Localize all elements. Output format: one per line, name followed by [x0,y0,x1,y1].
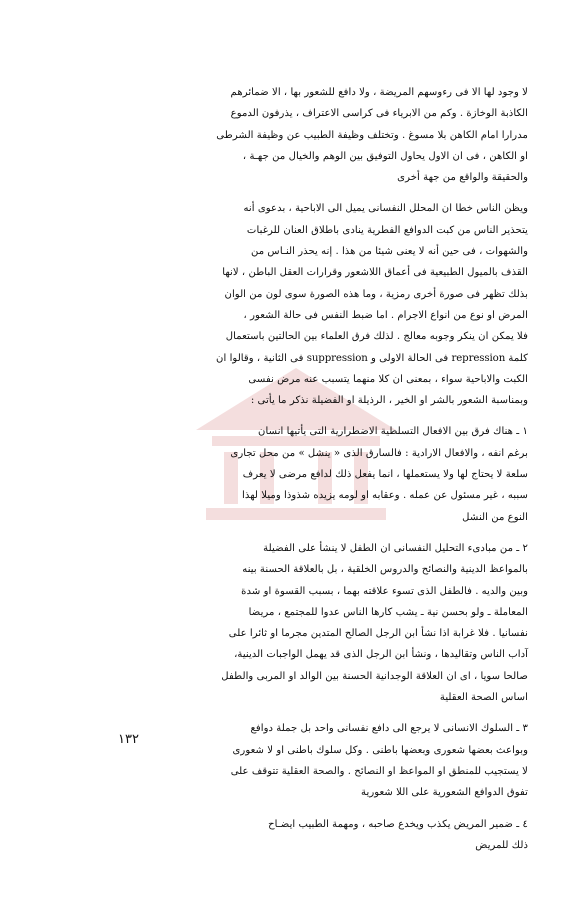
paragraph-line: وبواعث بعضها شعورى وبعضها باطنى . وكل سلوك باطنى او لا شعورى [232,744,528,756]
paragraph-line: ٢ ـ من مبادىء التحليل النفسانى ان الطفل لا ينشأ على الفضيلة [263,542,528,554]
paragraph-line: الكاذبة الوخازة . وكم من الابرياء فى كراسى الاعتراف ، يذرفون الدموع [230,108,528,120]
paragraph-line: مدرارا امام الكاهن بلا مسوغ . وتختلف وظيفة الطبيب عن وظيفة الشرطى [216,129,528,141]
paragraph-line: صالحا سويا ، اى ان العلاقة الوجدانية الحسنة بين الوالد او المربى والطفل [221,670,528,682]
paragraph-line: والشهوات ، فى حين أنه لا يعنى شيئا من هذا . إنه يحذر النـاس من [250,246,528,258]
paragraph-line: المرض او نوع من انواع الاجرام . اما ضبط النفس فى حالة الشعور ، [243,309,528,321]
paragraph-line: او الكاهن ، فى ان الاول يحاول التوفيق بين الوهم والخيال من جهـة ، [242,150,528,162]
paragraph-line: ٤ ـ ضمير المريض يكذب ويخدع صاحبه ، ومهمة الطبيب ايضـاح [268,818,528,830]
paragraph-line: تفوق الدوافع الشعورية على اللا شعورية [361,787,528,799]
paragraph-line: المعاملة ـ ولو بحسن نية ـ يشب كارها الناس عدوا للمجتمع ، مريضا [248,606,528,618]
paragraph-line: ٣ ـ السلوك الانسانى لا يرجع الى دافع نفسانى واحد بل جملة دوافع [250,723,528,735]
paragraph-line: سببه ، غير مسئول عن عمله . وعقابه او لومه يزيده شذوذا وميلا لهذا [242,490,528,502]
body-text [96,82,528,856]
paragraph-3 [96,390,528,411]
paragraph-line: والحقيقة والواقع من جهة أخرى [397,172,528,184]
paragraph-line: آداب الناس وتقاليدها ، ونشأ ابن الرجل الذى قد يهمل الواجبات الدينية، [234,649,528,661]
paragraph-line: فلا يمكن ان ينكر وجوبه معالج . لذلك فرق العلماء بين الحالتين باستعمال [225,331,528,343]
paragraph-line: بالمواعظ الدينية والنصائح والدروس الخلقية ، بل بالعلاقة الحسنة بينه [242,564,528,576]
paragraph-line: القذف بالميول الطبيعية فى أعماق اللاشعور وقرارات العقل الباطن ، لانها [222,267,528,279]
paragraph-2 [96,198,528,390]
paragraph-line: ١ ـ هناك فرق بين الافعال التسلطية الاضطرارية التى يأتيها انسان [258,426,528,438]
paragraph-5 [96,538,528,708]
paragraph-4 [96,421,528,527]
page-number: ١٣٢ [118,732,139,747]
paragraph-line: لا وجود لها الا فى رءوسهم المريضة ، ولا دافع للشعور بها ، الا ضمائرهم [230,87,528,98]
paragraph-line: وبمناسبة الشعور بالشر او الخير ، الرذيلة او الفضيلة نذكر ما يأتى : [250,395,528,407]
paragraph-line: بذلك تظهر فى صورة أخرى رمزية ، وما هذه الصورة سوى لون من الوان [224,288,528,300]
paragraph-line: لا يستجيب للمنطق او المواعظ او النصائح . والصحة العقلية تتوقف على [230,765,528,777]
paragraph-line: ويظن الناس خطا ان المحلل النفسانى يميل الى الاباحية ، بدعوى أنه [243,203,528,215]
paragraph-line: كلمة repression فى الحالة الاولى و suppression فى الثانية ، وقالوا ان [216,352,528,364]
paragraph-6 [96,718,528,803]
paragraph-line: يتحذير الناس من كبت الدوافع الفطرية ينادى باطلاق العنان للرغبات [246,224,528,236]
paragraph-1 [96,82,528,188]
paragraph-line: وبين والديه . فالطفل الذى تسوء علاقته بهما ، بسبب القسوة او شدة [241,585,528,597]
paragraph-line: نفسانيا . فلا غرابة اذا نشأ ابن الرجل الصالح المتدين مجرما او ثائرا على [228,628,528,640]
paragraph-line: الكبت والاباحية سواء ، بمعنى ان كلا منهما يتسبب عنه مرض نفسى [248,373,528,385]
paragraph-line: اساس الصحة العقلية [439,692,528,704]
paragraph-7 [96,814,528,857]
paragraph-line: ذلك للمريض [475,839,528,851]
paragraph-line: سلعة لا يحتاج لها ولا يستعملها ، انما يفعل ذلك لدافع مرضى لا يعرف [242,469,528,481]
paragraph-line: النوع من النشل [462,511,528,523]
paragraph-line: برغم انفه ، والافعال الارادية : فالسارق الذى « ينشل » من محل تجارى [230,447,528,459]
